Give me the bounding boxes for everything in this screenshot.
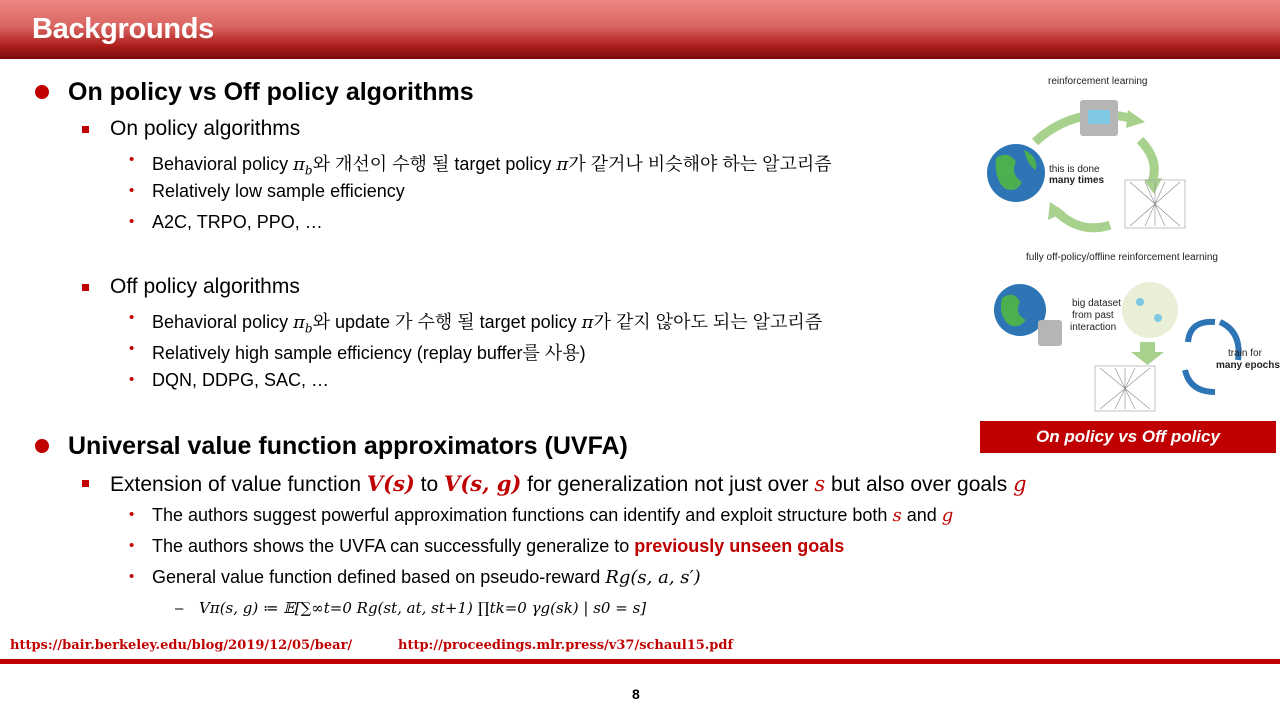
down-arrow-icon <box>1131 342 1164 365</box>
dataset-icon <box>1154 314 1162 322</box>
uvfa-sub <box>110 471 1027 497</box>
math-s: s <box>892 505 902 526</box>
math-reward: Rg(s, a, s′) <box>605 567 701 588</box>
math-s: s <box>814 472 826 496</box>
bullet-square <box>82 284 89 291</box>
text: Extension of value function <box>110 473 367 496</box>
text: Behavioral policy <box>152 312 294 332</box>
bullet-small: • <box>129 506 135 523</box>
dataset-icon <box>1122 282 1178 338</box>
bullet-small: • <box>129 151 135 168</box>
figure-text: big dataset <box>1072 298 1121 309</box>
text: to <box>414 473 445 496</box>
globe-icon <box>987 144 1045 202</box>
bullet-dot <box>35 85 49 99</box>
footer-divider <box>0 659 1280 664</box>
uvfa-item-1 <box>152 505 953 526</box>
reference-link-bair[interactable]: https://bair.berkeley.edu/blog/2019/12/05/bear/ <box>10 638 353 653</box>
highlight-text: previously unseen goals <box>634 536 845 556</box>
figure-caption: On policy vs Off policy <box>980 421 1276 453</box>
section2-heading: Universal value function approximators (UVFA) <box>68 432 628 460</box>
uvfa-item-2 <box>152 536 844 557</box>
math-pi: π <box>581 312 594 333</box>
neural-network-icon <box>1095 366 1155 411</box>
robot-screen <box>1088 110 1110 124</box>
neural-network-icon <box>1125 180 1185 228</box>
text: The authors shows the UVFA can successfully generalize to <box>152 536 635 556</box>
cycle-arrow <box>1140 140 1154 182</box>
math-pi-b: $\pi_b$ <box>293 312 313 336</box>
off-policy-item-3: DQN, DDPG, SAC, … <box>152 370 330 390</box>
bullet-small: • <box>129 309 135 326</box>
text: 와 update 가 수행 될 target policy <box>312 312 582 332</box>
loop-arrow-icon <box>1188 322 1215 342</box>
math-v-sg: V(s, g) <box>444 471 522 496</box>
bullet-small: • <box>129 371 135 388</box>
figure-text: from past <box>1072 310 1114 321</box>
bullet-square <box>82 480 89 487</box>
on-policy-item-3: A2C, TRPO, PPO, … <box>152 212 323 232</box>
math-pi: π <box>556 154 569 175</box>
arrow-head <box>1126 110 1145 128</box>
dash-bullet: – <box>175 600 184 617</box>
slide-title: Backgrounds <box>32 13 215 45</box>
dataset-icon <box>1136 298 1144 306</box>
figure-label-bottom: fully off-policy/offline reinforcement learning <box>1026 252 1218 263</box>
gvf-formula: Vπ(s, g) ≔ 𝔼[∑∞t=0 Rg(st, at, st+1) ∏tk=0 γg(sk) | s0 = s] <box>199 599 647 617</box>
text: for generalization not just over <box>521 473 815 496</box>
on-policy-heading: On policy algorithms <box>110 117 301 140</box>
bullet-small: • <box>129 340 135 357</box>
bullet-small: • <box>129 568 135 585</box>
figure-label-top: reinforcement learning <box>1048 76 1148 87</box>
text: 가 같거나 비슷해야 하는 알고리즘 <box>568 154 832 174</box>
bullet-small: • <box>129 182 135 199</box>
reference-link-mlr[interactable]: http://proceedings.mlr.press/v37/schaul15.pdf <box>398 638 734 653</box>
uvfa-item-3 <box>152 567 701 588</box>
text: The authors suggest powerful approximation functions can identify and exploit structure both <box>152 505 893 525</box>
title-bar <box>0 0 1280 59</box>
off-policy-item-1 <box>152 308 822 336</box>
figure-text: train for <box>1228 348 1262 359</box>
page-number: 8 <box>632 686 640 702</box>
loop-arrow-icon <box>1185 370 1215 392</box>
bullet-dot <box>35 439 49 453</box>
off-policy-item-2: Relatively high sample efficiency (replay buffer를 사용) <box>152 343 586 363</box>
figure-text: interaction <box>1070 322 1117 333</box>
figure-text: many epochs <box>1216 360 1280 371</box>
bullet-small: • <box>129 213 135 230</box>
figure-text: many times <box>1049 175 1105 186</box>
bullet-square <box>82 126 89 133</box>
text: and <box>901 505 942 525</box>
text: 가 같지 않아도 되는 알고리즘 <box>593 312 823 332</box>
on-policy-item-1 <box>152 150 832 178</box>
math-v-s: V(s) <box>366 471 415 496</box>
off-policy-heading: Off policy algorithms <box>110 275 300 298</box>
text: 와 개선이 수행 될 target policy <box>312 154 557 174</box>
on-policy-item-2: Relatively low sample efficiency <box>152 181 405 201</box>
math-g: g <box>941 505 954 526</box>
text: Behavioral policy <box>152 154 294 174</box>
math-g: g <box>1013 472 1027 496</box>
text: General value function defined based on pseudo-reward <box>152 567 606 587</box>
math-pi-b: $\pi_b$ <box>293 154 313 178</box>
robot-icon <box>1038 320 1062 346</box>
bullet-small: • <box>129 537 135 554</box>
text: but also over goals <box>825 473 1014 496</box>
section1-heading: On policy vs Off policy algorithms <box>68 78 474 106</box>
figure-text: this is done <box>1049 164 1100 175</box>
